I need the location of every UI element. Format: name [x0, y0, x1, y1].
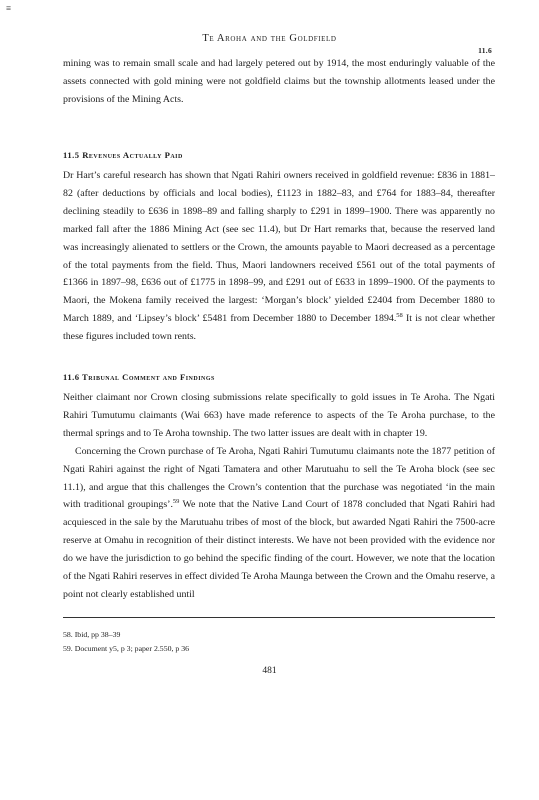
corner-mark: ≡ — [6, 3, 12, 13]
intro-paragraph: mining was to remain small scale and had largely petered out by 1914, the most enduringly valuable of the assets connected with gold mining were not goldfield claims but the township allotments leased under the provisions of the Mining Acts. — [63, 58, 495, 105]
footnotes — [63, 628, 495, 656]
intro-paragraph-block — [63, 55, 495, 109]
section-11-6-paragraph-2-tail: We note that the Native Land Court of 1878 concluded that Ngati Rahiri had acquiesced in the sale by the Marutuahu tribes of most of the block, but awarded Ngati Rahiri the 7500-acre reserve at Omahu in recognition of their distinct interests. We have not been provided with the evidence nor do we have the jurisdiction to go behind the specific finding of the court. However, we note that the location of the Ngati Rahiri reserves in effect divided Te Aroha Maunga between the Crown and the Omahu reserve, a point not clearly established until — [63, 499, 495, 600]
section-11-5-paragraph — [63, 167, 495, 346]
section-11-6-paragraph-2 — [63, 443, 495, 604]
section-11-6-heading: 11.6 Tribunal Comment and Findings — [63, 372, 215, 382]
section-11-5-heading: 11.5 Revenues Actually Paid — [63, 150, 183, 160]
section-11-5-text: Dr Hart’s careful research has shown that Ngati Rahiri owners received in goldfield revenue: £836 in 1881–82 (after deductions by officials and local bodies), £1123 in 1882–83, and £764 for 1883–84, thereafter declining steadily to £636 in 1898–89 and falling sharply to £291 in 1899–1900. There was apparently no marked fall after the 1886 Mining Act (see sec 11.4), but Dr Hart remarks that, because the reserved land was increasingly alienated to settlers or the Crown, the amounts payable to Maori decreased as a percentage of the total payments from the field. Thus, Maori landowners received £561 out of the total payments of £1366 in 1897–98, £636 out of £1775 in 1898–99, and £291 out of £633 in 1899–1900. Of the payments to Maori, the Mokena family received the largest: ‘Morgan’s block’ yielded £2404 from December 1880 to March 1889, and ‘Lipsey’s block’ £5481 from December 1880 to December 1894. — [63, 170, 495, 325]
footnote-ref-58: 58 — [396, 312, 403, 320]
footnote-58: 58. Ibid, pp 38–39 — [63, 630, 121, 639]
running-head: Te Aroha and the Goldfield — [202, 33, 337, 44]
section-11-6-paragraph-1: Neither claimant nor Crown closing submissions relate specifically to gold issues in Te Aroha. The Ngati Rahiri Tumutumu claimants (Wai 663) have made reference to aspects of the Te Aroha purchase, to the thermal springs and to Te Aroha township. The two latter issues are dealt with in chapter 19. — [63, 392, 495, 439]
footnote-ref-59: 59 — [172, 498, 180, 506]
page-number: 481 — [262, 666, 277, 676]
footnote-59: 59. Document y5, p 3; paper 2.550, p 36 — [63, 644, 190, 653]
section-11-5-tail: It is not clear whether these figures included town rents. — [63, 313, 495, 343]
running-section-number: 11.6 — [478, 46, 492, 55]
section-11-5-body — [63, 167, 495, 346]
section-11-6-body — [63, 389, 495, 604]
section-11-6-paragraph-2-text: Concerning the Crown purchase of Te Aroha, Ngati Rahiri Tumutumu claimants note the 1877 petition of Ngati Rahiri against the right of Ngati Tamatera and other Marutuahu to sell the Te Aroha block (see sec 11.1), and argue that this challenges the Crown’s contention that the purchase was negotiated ‘in the main with traditional groupings’. — [63, 445, 495, 511]
footnote-divider — [63, 617, 495, 618]
